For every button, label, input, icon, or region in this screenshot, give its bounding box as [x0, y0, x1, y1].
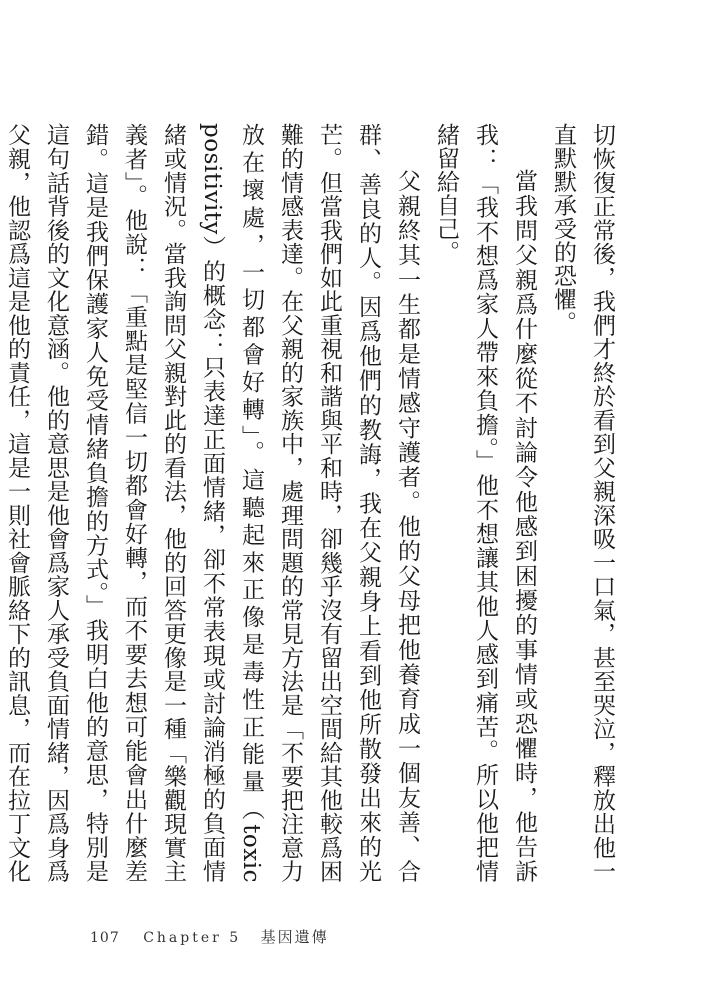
- body-text: [4, 123, 621, 883]
- page-number: 107: [90, 930, 120, 946]
- paragraph-1: 切恢復正常後，我們才終於看到父親深吸一口氣，甚至哭泣，釋放出他一直默默承受的恐懼。: [550, 123, 615, 883]
- chapter-label: Chapter 5: [143, 930, 242, 946]
- paragraph-3: 父親終其一生都是情感守護者。他的父母把他養育成一個友善、合群、善良的人。因爲他們的教誨，我在父親身上看到他所散發出來的光芒。但當我們如此重視和諧與平和時，卻幾乎沒有留出空間給其他較爲困難的情感表達。在父親的家族中，處理問題的常見方法是「不要把注意力放在壞處，一切都會好轉」。這聽起來正像是毒性正能量（toxic positivity）的概念：只表達正面情緒，卻不常表現或討論消極的負面情緒或情況。當我詢問父親對此的看法，他的回答更像是一種「樂觀現實主義者」。他說：「重點是堅信一切都會好轉，而不要去想可能會出什麼差錯。這是我們保護家人免受情緒負擔的方式。」我明白他的意思，特別是這句話背後的文化意涵。他的意思是他會爲家人承受負面情緒，因爲身爲父親，他認爲這是他的責任，這是一則社會脈絡下的訊息，而在拉丁文化: [4, 123, 420, 883]
- page-footer: [90, 926, 329, 947]
- paragraph-2: 當我問父親爲什麼從不討論令他感到困擾的事情或恐懼時，他告訴我：「我不想爲家人帶來負擔。」他不想讓其他人感到痛苦。所以他把情緒留給自己。: [433, 123, 537, 883]
- chapter-title: 基因遺傳: [260, 928, 329, 946]
